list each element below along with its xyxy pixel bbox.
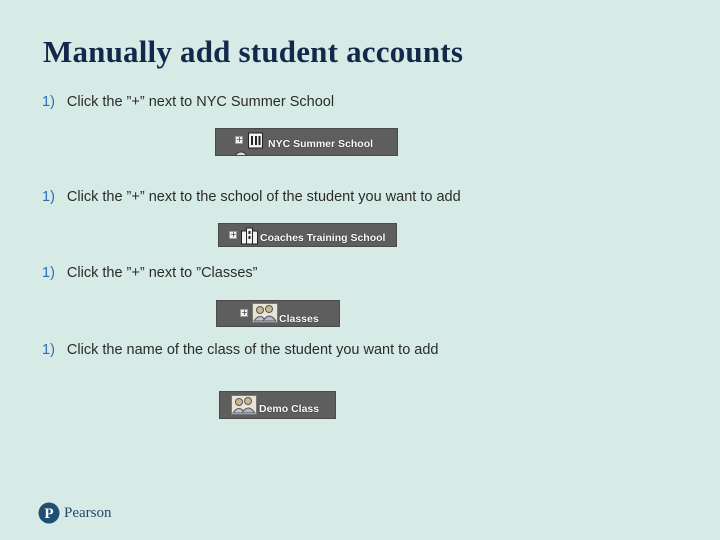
step-text: Click the ”+” next to NYC Summer School	[66, 94, 335, 110]
globe-icon	[234, 151, 248, 156]
expand-plus-icon[interactable]: +	[230, 230, 237, 239]
step-number: 1)	[42, 342, 55, 358]
step-number: 1)	[42, 189, 55, 205]
expand-plus-icon[interactable]: +	[241, 308, 248, 317]
pearson-logo-icon	[38, 502, 60, 524]
expand-plus-icon[interactable]: +	[236, 135, 243, 144]
screenshot-coaches-training-school	[218, 223, 397, 247]
slide-title: Manually add student accounts	[43, 34, 464, 69]
step-number: 1)	[42, 94, 55, 110]
step-number: 1)	[42, 265, 55, 281]
screenshot-demo-class	[219, 391, 336, 419]
school-building-icon	[241, 227, 258, 245]
tree-label[interactable]: NYC Summer School	[268, 138, 374, 150]
step-4	[42, 342, 438, 358]
school-building-icon	[248, 132, 263, 149]
step-text: Click the ”+” next to ”Classes”	[66, 265, 258, 281]
step-text: Click the ”+” next to the school of the student you want to add	[66, 189, 461, 205]
svg-text:P: P	[44, 506, 54, 522]
tree-label[interactable]: Demo Class	[259, 403, 320, 415]
tree-label[interactable]: Classes	[279, 313, 319, 325]
step-2	[42, 189, 461, 205]
pearson-logo	[38, 502, 112, 524]
step-3	[42, 265, 257, 281]
people-group-icon	[231, 395, 257, 415]
screenshot-classes	[216, 300, 340, 327]
screenshot-nyc-summer-school	[215, 128, 398, 156]
step-text: Click the name of the class of the student you want to add	[66, 342, 439, 358]
step-1	[42, 94, 334, 110]
people-group-icon	[252, 303, 278, 323]
tree-label[interactable]: Coaches Training School	[260, 232, 386, 244]
brand-name: Pearson	[64, 504, 112, 521]
